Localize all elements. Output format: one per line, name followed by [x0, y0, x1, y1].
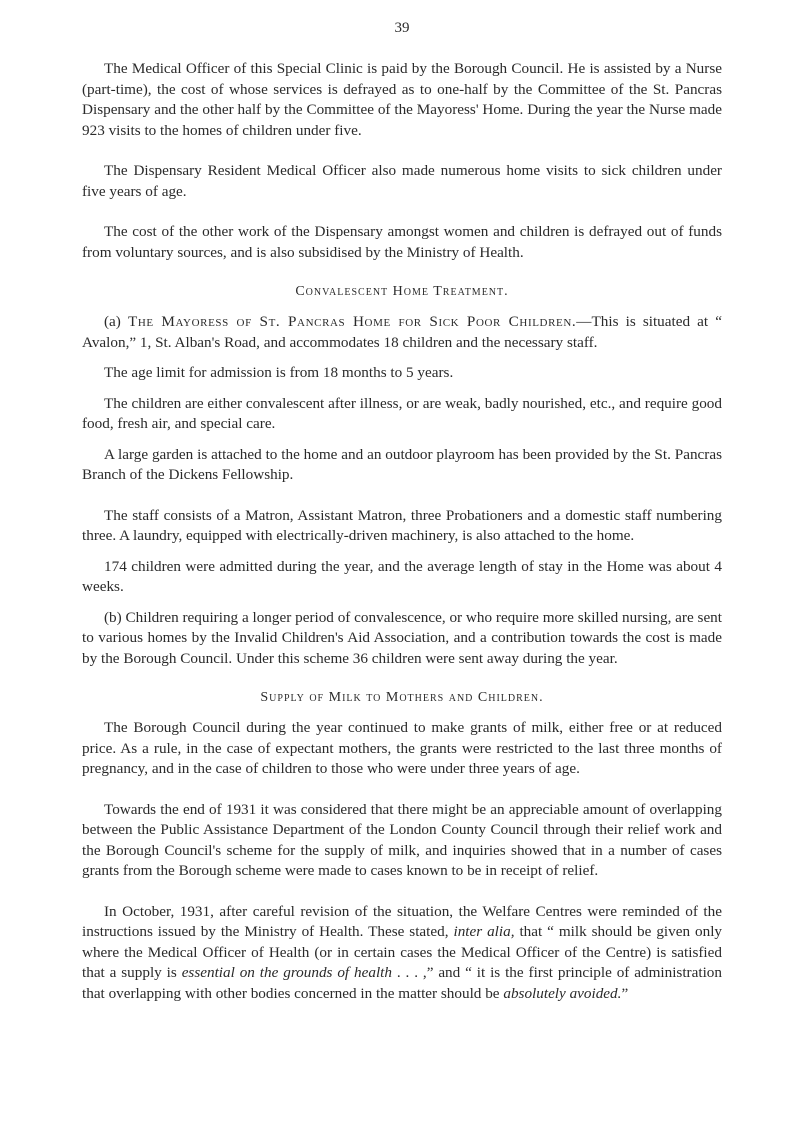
italic-run: essential on the grounds of health	[181, 964, 392, 981]
paragraph-age-limit: The age limit for admission is from 18 months to 5 years.	[104, 364, 454, 381]
paragraph-staff: The staff consists of a Matron, Assistant Matron, three Probationers and a domestic staff numbering three. A laundry, equipped with electrically-driven machinery, is also attached to the home.	[82, 506, 722, 544]
paragraph-dispensary-funding: The cost of the other work of the Dispensary amongst women and children is defrayed out of funds from voluntary sources, and is also subsidised by the Ministry of Health.	[82, 223, 722, 261]
paragraph-children-condition: The children are either convalescent after illness, or are weak, badly nourished, etc., and require good food, fresh air, and special care.	[82, 394, 722, 432]
italic-run: absolutely avoided.	[503, 984, 622, 1002]
heading-milk-supply: Supply of Milk to Mothers and Children.	[260, 690, 544, 705]
paragraph-garden: A large garden is attached to the home and an outdoor playroom has been provided by the St. Pancras Branch of the Dickens Fellowship.	[82, 445, 722, 483]
page-number: 39	[394, 20, 410, 36]
paragraph-admissions: 174 children were admitted during the year, and the average length of stay in the Home was about 4 weeks.	[82, 557, 722, 595]
text-run: that “ milk should be given only where the Medical Officer of Health (or in certain cases the Medical Officer of the Centre) is satisfied that a supply is	[82, 923, 723, 981]
paragraph-invalid-children: (b) Children requiring a longer period of convalescence, or who require more skilled nursing, are sent to various homes by the Invalid Children's Aid Association, and a contribution towards the cost is made by the Borough Council. Under this scheme 36 children were sent away during the year.	[82, 608, 722, 667]
heading-convalescent-home: Convalescent Home Treatment.	[295, 284, 509, 299]
paragraph-home-visits: The Dispensary Resident Medical Officer also made numerous home visits to sick children under five years of age.	[82, 162, 722, 200]
italic-run: inter alia,	[453, 923, 515, 940]
text-run: ”	[621, 984, 629, 1002]
paragraph-special-clinic: The Medical Officer of this Special Clinic is paid by the Borough Council. He is assisted by a Nurse (part-time), the cost of whose services is defrayed as to one-half by the Committee of the St. Pancras Dispensary and the other half by the Committee of the Mayoress' Home. During the year the Nurse made 923 visits to the homes of children under five.	[82, 60, 722, 139]
paragraph-ministry-instructions	[82, 902, 722, 1005]
document-page	[82, 20, 722, 1004]
text-run: In October, 1931, after careful revision of the situation, the Welfare Centres were reminded of the instructions issued by the Ministry of Health. These stated,	[82, 902, 722, 940]
paragraph-mayoress-home	[82, 312, 722, 353]
item-label-a: (a)	[104, 313, 128, 330]
home-description: —This is situated at “ Avalon,” 1, St. Alban's Road, and accommodates 18 children and the necessary staff.	[82, 313, 722, 351]
home-title: The Mayoress of St. Pancras Home for Sick Poor Children.	[127, 313, 577, 330]
text-run: . . . ,” and “ it is the first principle of administration that overlapping with other bodies concerned in the matter should be	[82, 964, 722, 1002]
paragraph-overlapping: Towards the end of 1931 it was considered that there might be an appreciable amount of overlapping between the Public Assistance Department of the London County Council through their relief work and the Borough Council's scheme for the supply of milk, and inquiries showed that in a number of cases grants from the Borough scheme were made to cases known to be in receipt of relief.	[82, 800, 722, 879]
paragraph-milk-grants: The Borough Council during the year continued to make grants of milk, either free or at reduced price. As a rule, in the case of expectant mothers, the grants were restricted to the last three months of pregnancy, and in the case of children to those who were under three years of age.	[82, 719, 722, 777]
